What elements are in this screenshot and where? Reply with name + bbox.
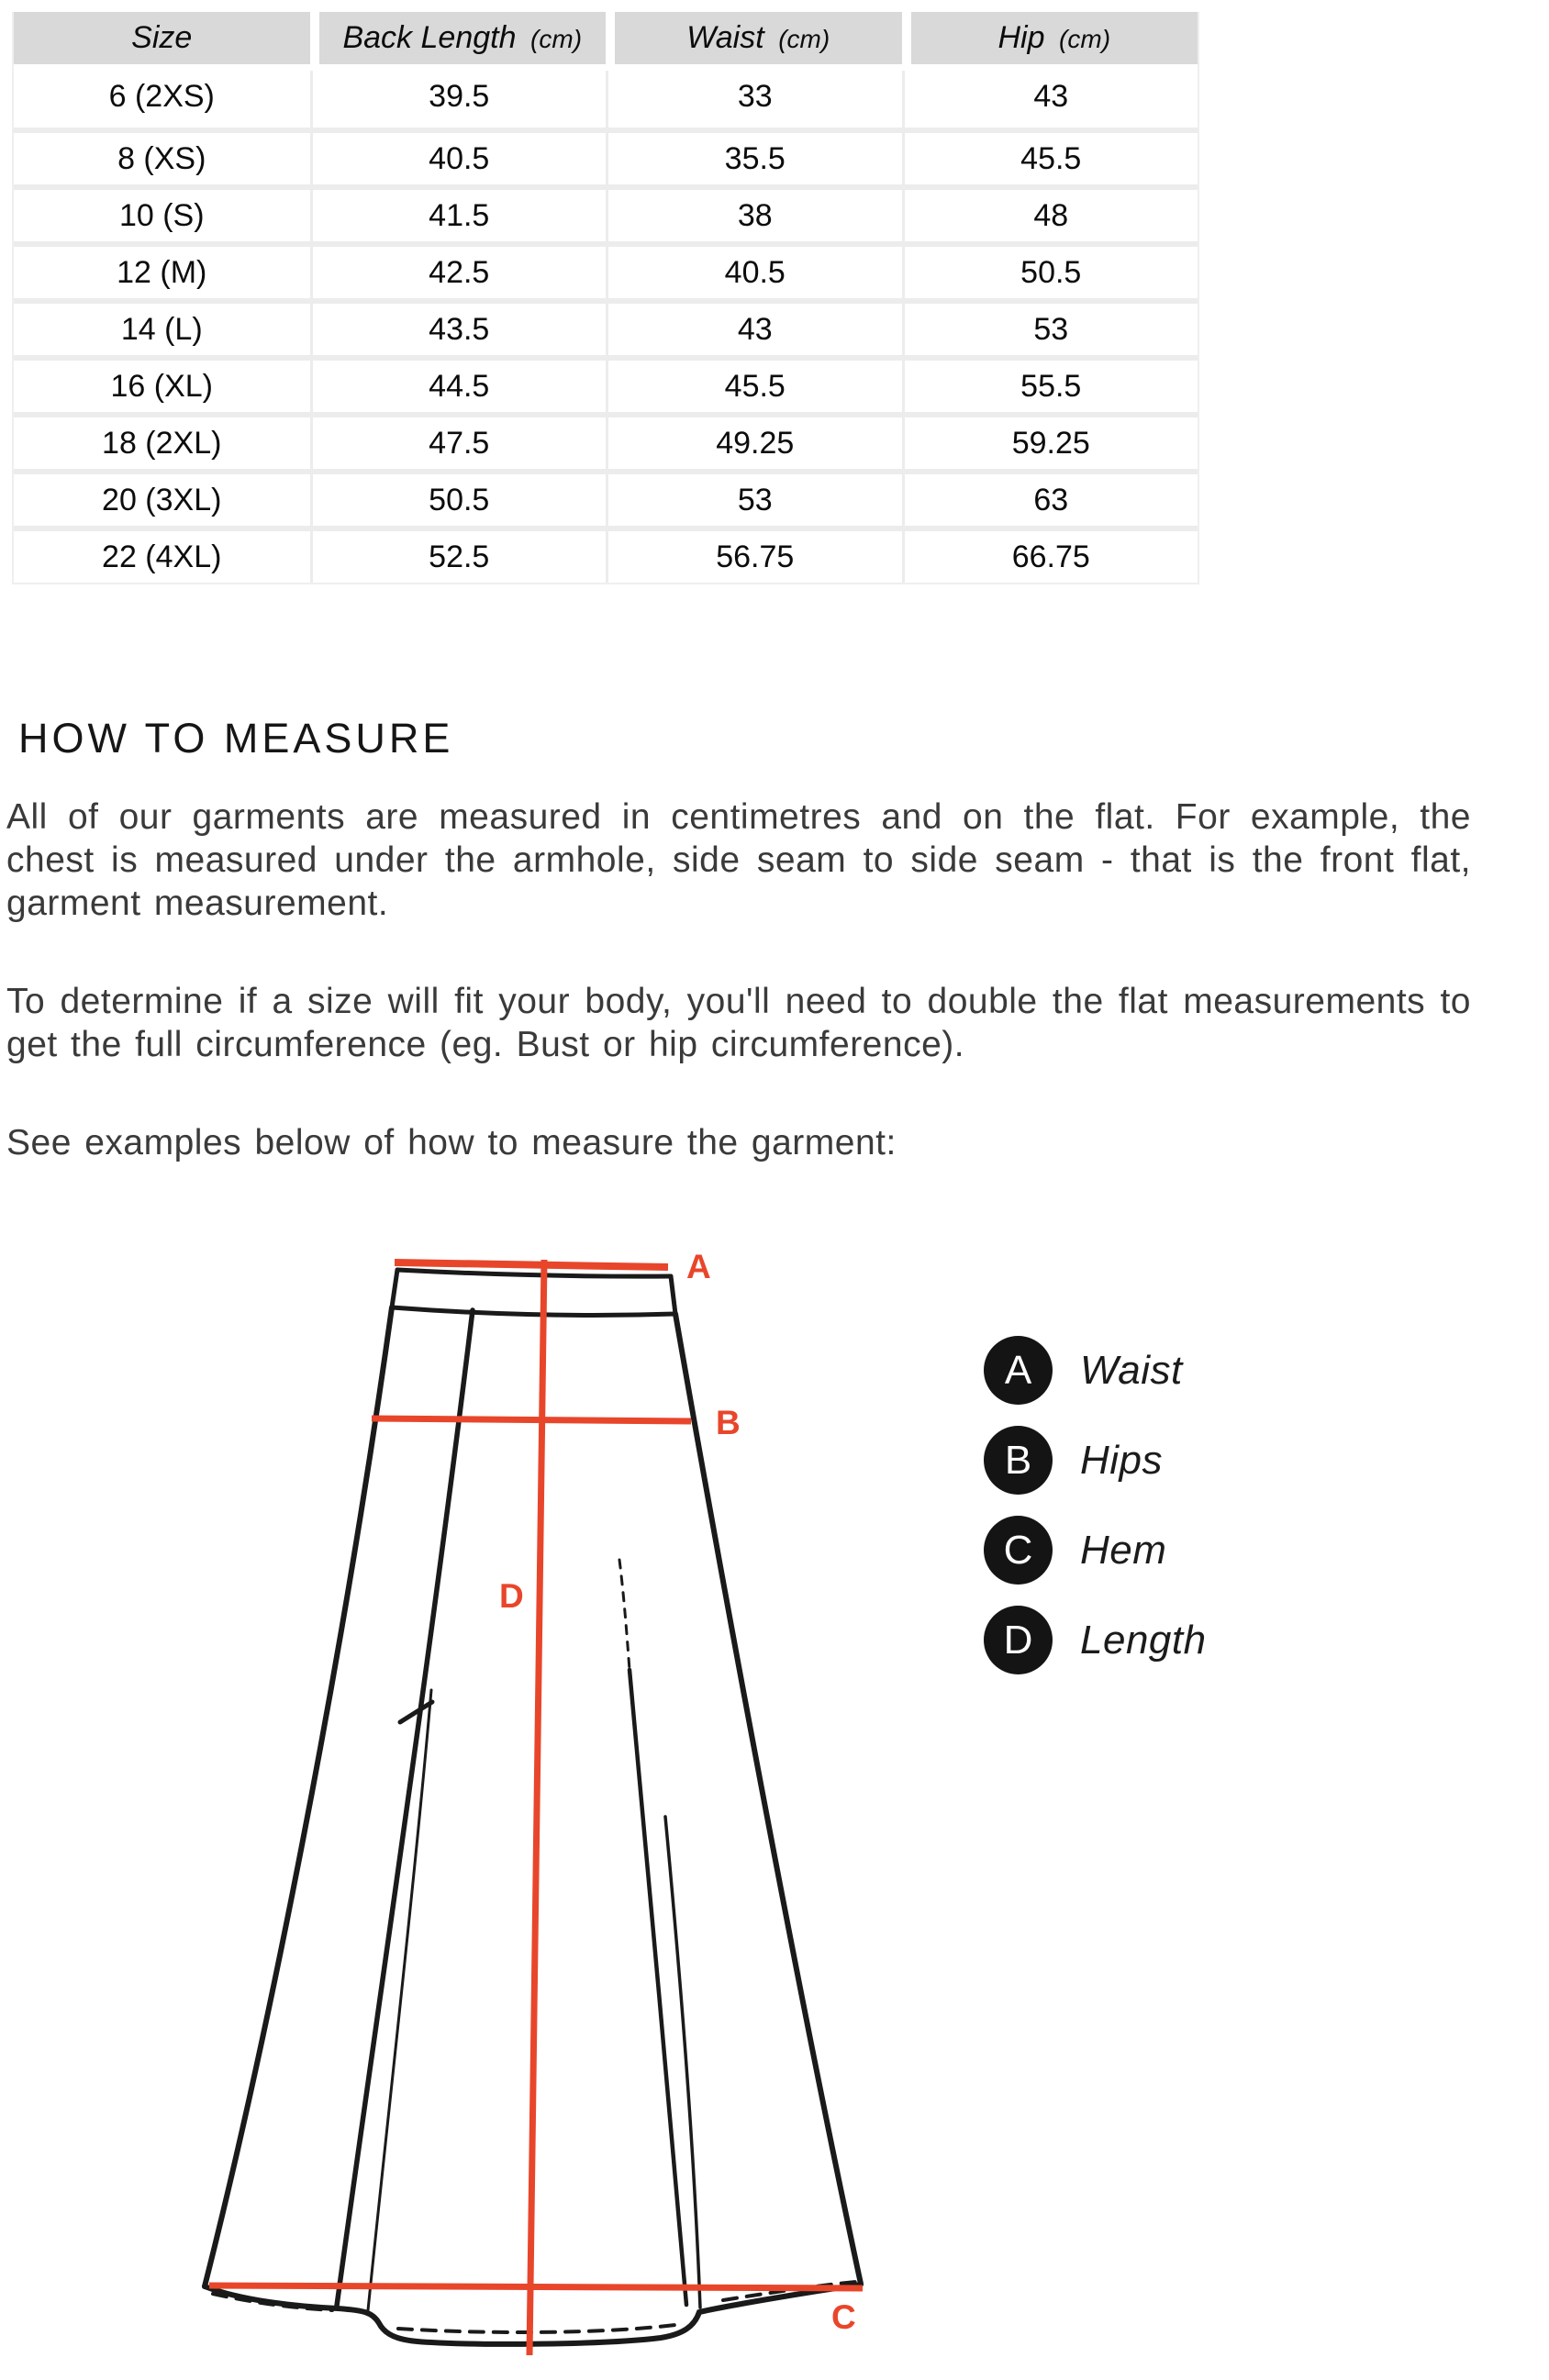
table-cell: 16 (XL) xyxy=(14,355,310,412)
column-header xyxy=(902,12,1198,71)
table-cell: 44.5 xyxy=(310,355,607,412)
legend-letter-circle: D xyxy=(984,1606,1053,1674)
table-cell: 45.5 xyxy=(902,128,1198,184)
table-cell: 59.25 xyxy=(902,412,1198,469)
marker-a: A xyxy=(686,1248,711,1285)
table-cell: 14 (L) xyxy=(14,298,310,355)
table-cell: 48 xyxy=(902,184,1198,241)
right-pleat-seam-faded xyxy=(619,1560,630,1670)
table-cell: 43 xyxy=(902,71,1198,128)
legend-item xyxy=(984,1516,1207,1585)
waistband-bottom-line xyxy=(392,1307,675,1315)
legend-label: Length xyxy=(1080,1617,1207,1663)
table-cell: 50.5 xyxy=(310,469,607,526)
table-cell: 38 xyxy=(606,184,902,241)
table-row xyxy=(14,184,1198,241)
column-header-label: Waist xyxy=(686,20,764,55)
table-cell: 50.5 xyxy=(902,241,1198,298)
legend-label: Hem xyxy=(1080,1527,1167,1573)
table-row xyxy=(14,128,1198,184)
marker-labels xyxy=(499,1248,856,2336)
table-cell: 43 xyxy=(606,298,902,355)
table-cell: 12 (M) xyxy=(14,241,310,298)
column-header-unit: (cm) xyxy=(516,25,583,53)
table-cell: 53 xyxy=(902,298,1198,355)
column-header-label: Back Length xyxy=(342,20,517,55)
table-cell: 33 xyxy=(606,71,902,128)
table-row xyxy=(14,298,1198,355)
column-header-label: Size xyxy=(131,20,193,55)
table-cell: 52.5 xyxy=(310,526,607,583)
skirt-diagram xyxy=(0,1229,964,2380)
right-pleat-seam xyxy=(630,1670,686,2305)
measure-paragraph-2: To determine if a size will fit your body, you'll need to double the flat measurements to get the full circumference (eg. Bust or hip circumference). xyxy=(6,982,1471,1064)
legend-letter-circle: C xyxy=(984,1516,1053,1585)
table-cell: 53 xyxy=(606,469,902,526)
hip-line-B xyxy=(372,1418,691,1421)
column-header xyxy=(606,12,902,71)
left-side-seam xyxy=(205,1307,392,2286)
size-chart-body xyxy=(14,71,1198,583)
legend-letter-circle: A xyxy=(984,1336,1053,1405)
table-cell: 22 (4XL) xyxy=(14,526,310,583)
table-row xyxy=(14,526,1198,583)
table-cell: 47.5 xyxy=(310,412,607,469)
table-cell: 8 (XS) xyxy=(14,128,310,184)
right-side-seam xyxy=(675,1314,861,2284)
measure-paragraph-1: All of our garments are measured in centimetres and on the flat. For example, the chest is measured under the armhole, side seam to side seam - that is the front flat, garment measurement. xyxy=(6,797,1471,923)
marker-b: B xyxy=(716,1404,741,1441)
how-to-measure-heading: HOW TO MEASURE xyxy=(18,715,454,762)
legend-label: Hips xyxy=(1080,1437,1164,1483)
table-cell: 35.5 xyxy=(606,128,902,184)
table-row xyxy=(14,71,1198,128)
left-pleat-seam xyxy=(337,1310,473,2306)
table-row xyxy=(14,412,1198,469)
table-row xyxy=(14,469,1198,526)
table-cell: 49.25 xyxy=(606,412,902,469)
table-cell: 42.5 xyxy=(310,241,607,298)
column-header-label: Hip xyxy=(997,20,1045,55)
waist-line-A xyxy=(395,1262,668,1267)
table-cell: 40.5 xyxy=(310,128,607,184)
measurement-legend xyxy=(984,1336,1207,1674)
header-row xyxy=(14,12,1198,71)
table-cell: 10 (S) xyxy=(14,184,310,241)
table-cell: 43.5 xyxy=(310,298,607,355)
hem-line-C xyxy=(209,2285,863,2288)
table-cell: 63 xyxy=(902,469,1198,526)
table-cell: 45.5 xyxy=(606,355,902,412)
table-cell: 20 (3XL) xyxy=(14,469,310,526)
table-cell: 66.75 xyxy=(902,526,1198,583)
size-chart-header xyxy=(14,12,1198,71)
column-header xyxy=(310,12,607,71)
legend-item xyxy=(984,1606,1207,1674)
waistband-right-edge xyxy=(671,1276,675,1314)
hem-stitch-front xyxy=(398,2324,683,2332)
table-row xyxy=(14,355,1198,412)
table-cell: 6 (2XS) xyxy=(14,71,310,128)
length-line-D xyxy=(529,1260,544,2355)
table-cell: 18 (2XL) xyxy=(14,412,310,469)
waistband-left-edge xyxy=(392,1270,397,1307)
measurement-diagram-section xyxy=(0,1229,1549,2380)
legend-item xyxy=(984,1336,1207,1405)
right-pleat-inner-line xyxy=(665,1817,700,2308)
table-cell: 40.5 xyxy=(606,241,902,298)
size-chart-table xyxy=(12,12,1199,584)
waistband-top-line xyxy=(397,1270,671,1276)
legend-label: Waist xyxy=(1080,1347,1183,1393)
column-header-unit: (cm) xyxy=(763,25,830,53)
table-row xyxy=(14,241,1198,298)
marker-c: C xyxy=(831,2298,856,2336)
marker-d: D xyxy=(499,1577,524,1615)
table-cell: 55.5 xyxy=(902,355,1198,412)
legend-letter-circle: B xyxy=(984,1426,1053,1495)
column-header xyxy=(14,12,310,71)
legend-item xyxy=(984,1426,1207,1495)
measure-paragraph-3: See examples below of how to measure the garment: xyxy=(6,1123,897,1162)
table-cell: 56.75 xyxy=(606,526,902,583)
table-cell: 41.5 xyxy=(310,184,607,241)
table-cell: 39.5 xyxy=(310,71,607,128)
how-to-measure-section xyxy=(6,715,1471,1219)
column-header-unit: (cm) xyxy=(1044,25,1111,53)
